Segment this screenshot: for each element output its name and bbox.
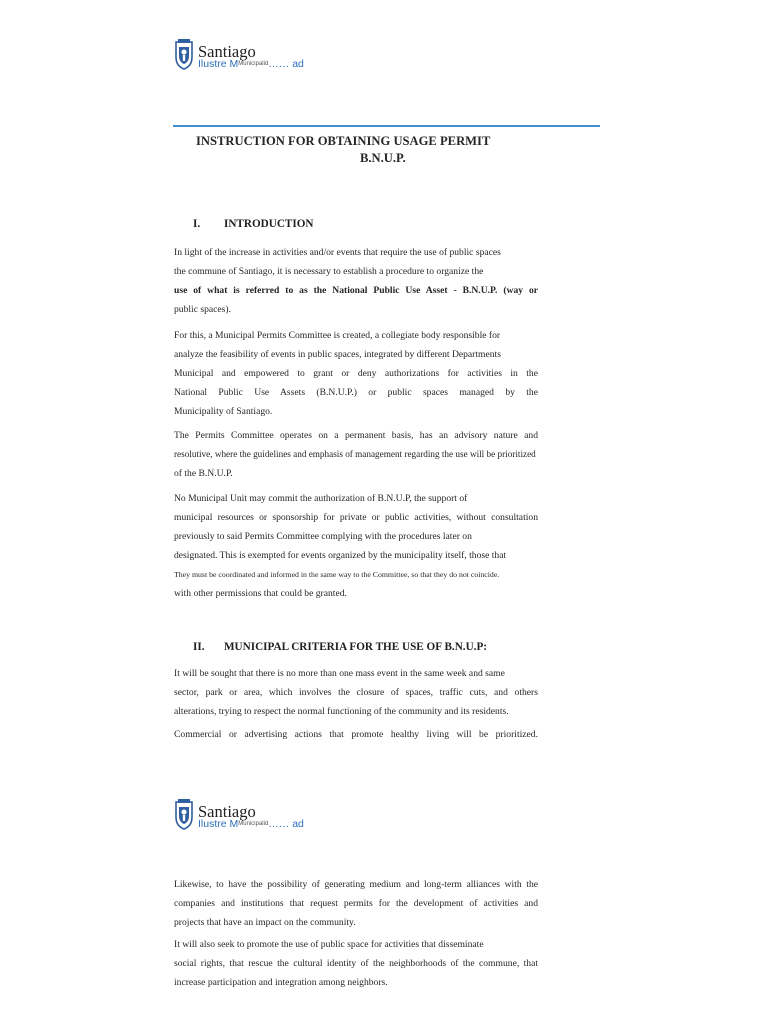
section-number: II.	[193, 641, 205, 653]
santiago-crest-icon	[174, 39, 194, 70]
santiago-logo	[174, 38, 314, 74]
section-heading-introduction	[193, 217, 314, 231]
paragraph-intro-3	[174, 426, 538, 483]
text-line: It will also seek to promote the use of public space for activities that disseminate	[174, 939, 484, 950]
section-heading-criteria	[193, 640, 487, 654]
logo-subtitle: Ilustre MMunicipalid…… ad	[198, 818, 304, 830]
text-line: municipal resources or sponsorship for private or public activities, without consultation	[174, 512, 538, 523]
header-rule	[173, 125, 600, 127]
text-line: For this, a Municipal Permits Committee is created, a collegiate body responsible for	[174, 330, 501, 341]
text-line: with other permissions that could be granted.	[174, 588, 347, 599]
paragraph-intro-1	[174, 243, 538, 319]
text-line: companies and institutions that request permits for the development of activities and	[174, 898, 538, 909]
text-line: Municipal and empowered to grant or deny authorizations for activities in the	[174, 368, 538, 379]
text-line: In light of the increase in activities and/or events that require the use of public spaces	[174, 247, 501, 258]
logo-name: Santiago	[198, 42, 256, 61]
section-title: INTRODUCTION	[224, 218, 314, 230]
text-line: Municipality of Santiago.	[174, 406, 273, 417]
text-line: increase participation and integration among neighbors.	[174, 977, 388, 988]
text-line: sector, park or area, which involves the closure of spaces, traffic cuts, and others	[174, 687, 538, 698]
text-line: social rights, that rescue the cultural identity of the neighborhoods of the commune, that	[174, 958, 538, 969]
text-line: It will be sought that there is no more than one mass event in the same week and same	[174, 668, 505, 679]
text-line: projects that have an impact on the community.	[174, 917, 356, 928]
text-line: alterations, trying to respect the normal functioning of the community and its residents.	[174, 706, 509, 717]
text-line: Likewise, to have the possibility of generating medium and long-term alliances with the	[174, 879, 538, 890]
section-title: MUNICIPAL CRITERIA FOR THE USE OF B.N.U.P:	[224, 641, 488, 653]
text-line: previously to said Permits Committee complying with the procedures later on	[174, 531, 472, 542]
section-number: I.	[193, 218, 201, 230]
text-line: public spaces).	[174, 304, 232, 315]
text-line: No Municipal Unit may commit the authorization of B.N.U.P, the support of	[174, 493, 468, 504]
text-line: The Permits Committee operates on a permanent basis, has an advisory nature and	[174, 430, 538, 441]
logo-name: Santiago	[198, 802, 256, 821]
text-line: They must be coordinated and informed in the same way to the Committee, so that they do not coincide.	[174, 570, 500, 579]
text-line: National Public Use Assets (B.N.U.P.) or public spaces managed by the	[174, 387, 538, 398]
text-line: use of what is referred to as the National Public Use Asset - B.N.U.P. (way or	[174, 285, 538, 296]
paragraph-criteria-1	[174, 664, 538, 721]
document-title: INSTRUCTION FOR OBTAINING USAGE PERMIT	[196, 134, 491, 148]
paragraph-page2-2	[174, 935, 538, 992]
logo-subtitle: Ilustre MMunicipalid…… ad	[198, 58, 304, 70]
santiago-crest-icon	[174, 799, 194, 830]
paragraph-criteria-2	[174, 725, 538, 744]
paragraph-intro-2	[174, 326, 538, 421]
text-line: designated. This is exempted for events organized by the municipality itself, those that	[174, 550, 507, 561]
text-line: the commune of Santiago, it is necessary to establish a procedure to organize the	[174, 266, 484, 277]
document-title-acronym: B.N.U.P.	[360, 151, 406, 165]
text-line: analyze the feasibility of events in public spaces, integrated by different Departments	[174, 349, 501, 360]
text-line: resolutive, where the guidelines and emphasis of management regarding the use will be prioritized	[174, 449, 536, 459]
paragraph-page2-1	[174, 875, 538, 932]
paragraph-intro-4	[174, 489, 538, 603]
text-line: of the B.N.U.P.	[174, 468, 233, 479]
santiago-logo	[174, 798, 314, 834]
text-line: Commercial or advertising actions that promote healthy living will be prioritized.	[174, 729, 538, 740]
